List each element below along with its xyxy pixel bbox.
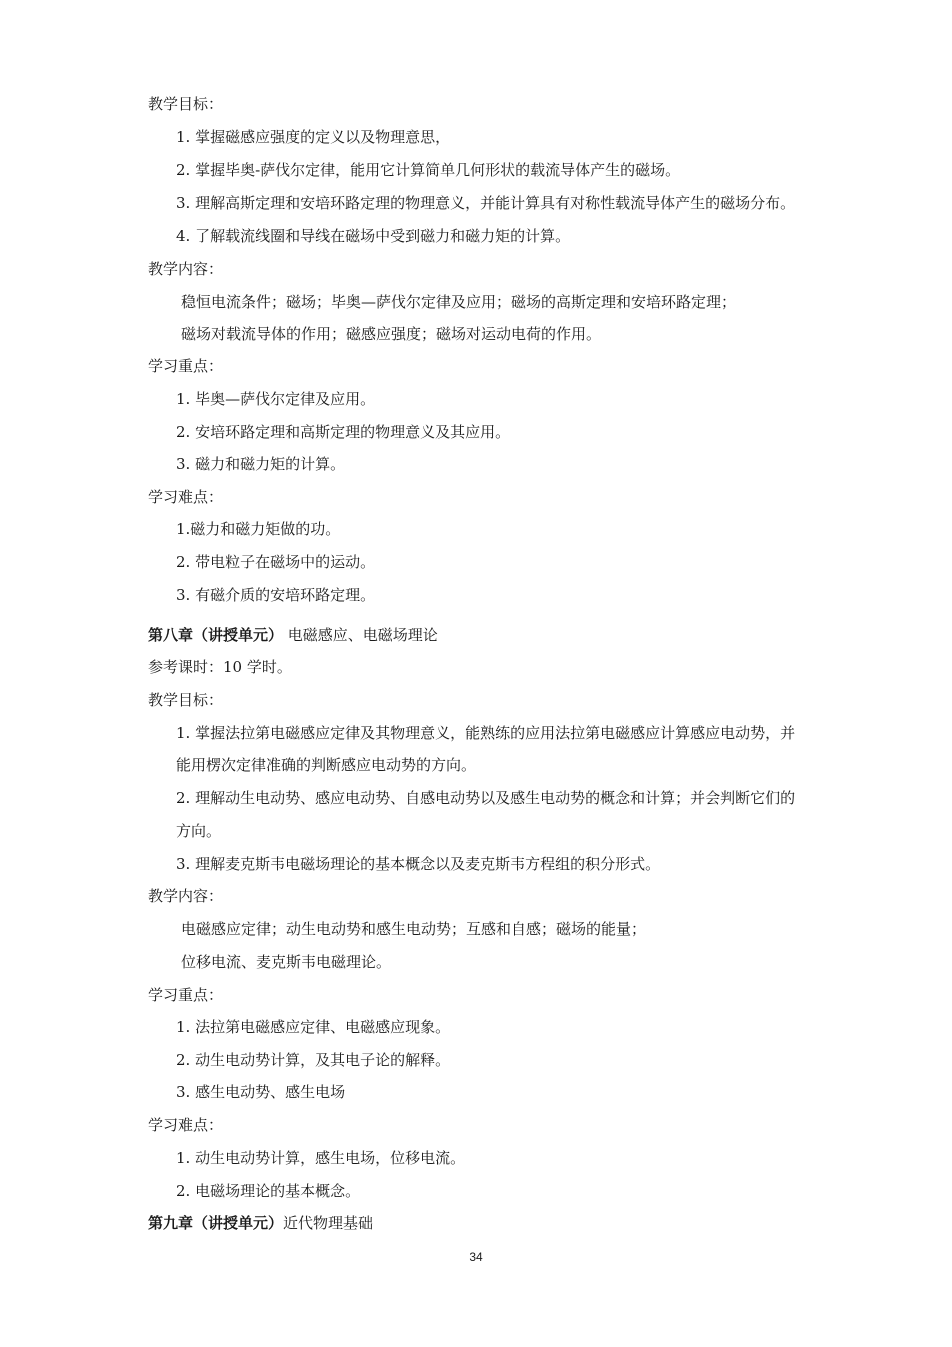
difficulties-label: 学习难点： xyxy=(148,1116,224,1134)
content-line: 稳恒电流条件；磁场；毕奥—萨伐尔定律及应用；磁场的高斯定理和安培环路定理； xyxy=(181,293,737,311)
key-point-item: 1. 法拉第电磁感应定律、电磁感应现象。 xyxy=(176,1018,451,1036)
key-point-item: 2. 动生电动势计算，及其电子论的解释。 xyxy=(176,1051,451,1069)
difficulty-item: 1.磁力和磁力矩做的功。 xyxy=(176,520,341,538)
difficulty-item: 2. 电磁场理论的基本概念。 xyxy=(176,1182,361,1200)
content-label: 教学内容： xyxy=(148,260,224,278)
page-number: 34 xyxy=(469,1250,483,1264)
difficulty-item: 3. 有磁介质的安培环路定理。 xyxy=(176,586,376,604)
key-point-item: 2. 安培环路定理和高斯定理的物理意义及其应用。 xyxy=(176,423,511,441)
chapter-8-heading-bold: 第八章（讲授单元） xyxy=(148,626,284,644)
chapter-9-heading-bold: 第九章（讲授单元） xyxy=(148,1214,284,1232)
content-line: 电磁感应定律；动生电动势和感生电动势；互感和自感；磁场的能量； xyxy=(181,920,647,938)
chapter-8-heading-title: 电磁感应、电磁场理论 xyxy=(283,626,438,644)
objective-item: 2. 掌握毕奥-萨伐尔定律，能用它计算简单几何形状的载流导体产生的磁场。 xyxy=(176,161,681,179)
content-line: 位移电流、麦克斯韦电磁理论。 xyxy=(181,953,392,971)
objective-item-continued: 方向。 xyxy=(176,822,222,840)
key-point-item: 1. 毕奥—萨伐尔定律及应用。 xyxy=(176,390,376,408)
objective-item: 3. 理解麦克斯韦电磁场理论的基本概念以及麦克斯韦方程组的积分形式。 xyxy=(176,855,661,873)
difficulty-item: 1. 动生电动势计算，感生电场，位移电流。 xyxy=(176,1149,466,1167)
chapter-9-heading xyxy=(148,1213,373,1233)
content-label: 教学内容： xyxy=(148,887,224,905)
difficulties-label: 学习难点： xyxy=(148,488,224,506)
difficulty-item: 2. 带电粒子在磁场中的运动。 xyxy=(176,553,376,571)
key-point-item: 3. 磁力和磁力矩的计算。 xyxy=(176,455,346,473)
objective-item: 3. 理解高斯定理和安培环路定理的物理意义，并能计算具有对称性载流导体产生的磁场分布。 xyxy=(176,194,796,212)
key-points-label: 学习重点： xyxy=(148,357,224,375)
objective-item: 4. 了解载流线圈和导线在磁场中受到磁力和磁力矩的计算。 xyxy=(176,227,571,245)
chapter-8-heading xyxy=(148,625,438,645)
objective-item: 2. 理解动生电动势、感应电动势、自感电动势以及感生电动势的概念和计算；并会判断它们的 xyxy=(176,789,796,807)
chapter-9-heading-title: 近代物理基础 xyxy=(283,1214,374,1232)
objective-item: 1. 掌握磁感应强度的定义以及物理意思， xyxy=(176,128,451,146)
key-points-label: 学习重点： xyxy=(148,986,224,1004)
objective-item-continued: 能用楞次定律准确的判断感应电动势的方向。 xyxy=(176,756,477,774)
key-point-item: 3. 感生电动势、感生电场 xyxy=(176,1083,346,1101)
objectives-label: 教学目标： xyxy=(148,95,224,113)
objectives-label: 教学目标： xyxy=(148,691,224,709)
objective-item: 1. 掌握法拉第电磁感应定律及其物理意义，能熟练的应用法拉第电磁感应计算感应电动势，并 xyxy=(176,724,796,742)
content-line: 磁场对载流导体的作用；磁感应强度；磁场对运动电荷的作用。 xyxy=(181,325,602,343)
chapter-8-hours: 参考课时：10 学时。 xyxy=(148,658,292,676)
